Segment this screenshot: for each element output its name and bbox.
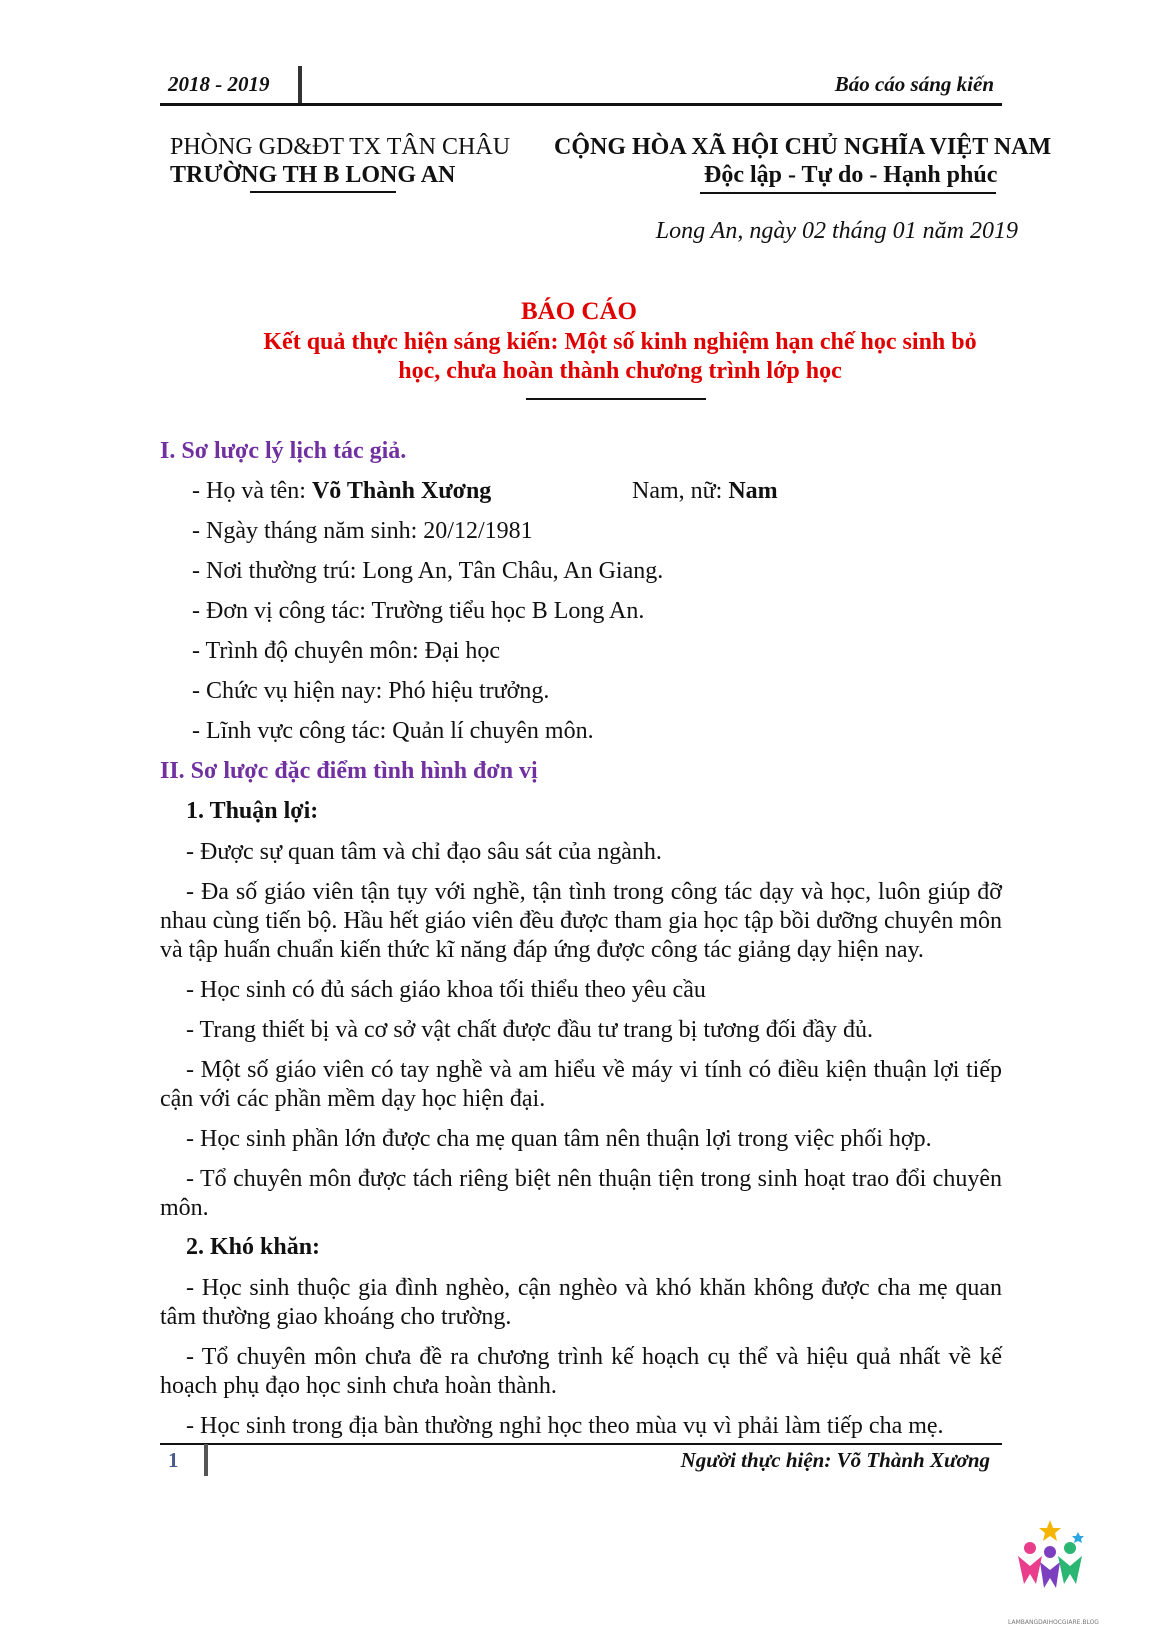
report-title: BÁO CÁO [521, 298, 637, 325]
birth-date-line: - Ngày tháng năm sinh: 20/12/1981 [192, 518, 533, 544]
report-subtitle-line-2: học, chưa hoàn thành chương trình lớp học [398, 358, 842, 384]
field-line: - Lĩnh vực công tác: Quản lí chuyên môn. [192, 718, 594, 744]
nation-motto: Độc lập - Tự do - Hạnh phúc [704, 162, 998, 188]
gender-label: Nam, nữ: [632, 478, 729, 504]
difficulty-item: - Học sinh thuộc gia đình nghèo, cận nghèo và khó khăn không được cha mẹ quan tâm thường giao khoáng cho trường. [160, 1275, 1002, 1330]
advantages-heading: 1. Thuận lợi: [186, 798, 319, 824]
header-doc-type: Báo cáo sáng kiến [834, 72, 994, 96]
people-stars-logo-icon [1008, 1518, 1092, 1614]
advantage-item: - Tổ chuyên môn được tách riêng biệt nên thuận tiện trong sinh hoạt trao đổi chuyên môn. [160, 1166, 1002, 1221]
gender-line [632, 478, 778, 505]
difficulties-heading: 2. Khó khăn: [186, 1234, 321, 1260]
nation-underline [700, 192, 996, 194]
advantage-item: - Được sự quan tâm và chỉ đạo sâu sát của ngành. [186, 839, 662, 865]
footer-author: Người thực hiện: Võ Thành Xương [680, 1448, 990, 1472]
advantage-item: - Đa số giáo viên tận tụy với nghề, tận tình trong công tác dạy và học, luôn giúp đỡ nhau cùng tiến bộ. Hầu hết giáo viên đều được tham gia học tập bồi dưỡng chuyên môn và tập huấn chuẩn kiến thức kĩ năng đáp ứng được công tác giảng dạy hiện nay. [160, 879, 1002, 963]
org-school: TRƯỜNG TH B LONG AN [170, 162, 456, 188]
advantage-item: - Trang thiết bị và cơ sở vật chất được đầu tư trang bị tương đối đầy đủ. [186, 1017, 874, 1043]
document-date: Long An, ngày 02 tháng 01 năm 2019 [655, 218, 1018, 244]
header-rule [160, 103, 1002, 106]
title-underline [526, 398, 706, 400]
author-name-line [192, 478, 491, 505]
gender-value: Nam [728, 478, 778, 504]
org-underline [250, 191, 396, 193]
footer-divider [204, 1444, 208, 1476]
advantage-item: - Học sinh phần lớn được cha mẹ quan tâm nên thuận lợi trong việc phối hợp. [186, 1126, 932, 1152]
report-subtitle [200, 328, 1040, 386]
watermark-text: LAMBANGDAIHOCGIARE.BLOG [1008, 1619, 1099, 1626]
author-name-value: Võ Thành Xương [311, 478, 492, 504]
footer-rule [160, 1443, 1002, 1445]
advantage-item: - Học sinh có đủ sách giáo khoa tối thiểu theo yêu cầu [186, 977, 706, 1003]
section-1-heading: I. Sơ lược lý lịch tác giả. [160, 438, 407, 464]
nation-name: CỘNG HÒA XÃ HỘI CHỦ NGHĨA VIỆT NAM [554, 134, 1052, 160]
unit-line: - Đơn vị công tác: Trường tiểu học B Long An. [192, 598, 645, 624]
author-name-label: - Họ và tên: [192, 478, 312, 504]
section-2-heading: II. Sơ lược đặc điểm tình hình đơn vị [160, 758, 538, 784]
header-year: 2018 - 2019 [168, 72, 270, 96]
difficulty-item: - Học sinh trong địa bàn thường nghỉ học theo mùa vụ vì phải làm tiếp cha mẹ. [186, 1413, 944, 1439]
difficulty-item: - Tổ chuyên môn chưa đề ra chương trình kế hoạch cụ thể và hiệu quả nhất về kế hoạch phụ đạo học sinh chưa hoàn thành. [160, 1344, 1002, 1399]
watermark-logo [1008, 1518, 1099, 1630]
report-subtitle-line-1: Kết quả thực hiện sáng kiến: Một số kinh nghiệm hạn chế học sinh bỏ [263, 329, 977, 355]
org-department: PHÒNG GD&ĐT TX TÂN CHÂU [170, 134, 511, 160]
page-number: 1 [168, 1448, 179, 1472]
advantage-item: - Một số giáo viên có tay nghề và am hiểu về máy vi tính có điều kiện thuận lợi tiếp cận với các phần mềm dạy học hiện đại. [160, 1057, 1002, 1112]
header-divider [298, 66, 302, 104]
position-line: - Chức vụ hiện nay: Phó hiệu trưởng. [192, 678, 550, 704]
residence-line: - Nơi thường trú: Long An, Tân Châu, An Giang. [192, 558, 664, 584]
degree-line: - Trình độ chuyên môn: Đại học [192, 638, 500, 664]
